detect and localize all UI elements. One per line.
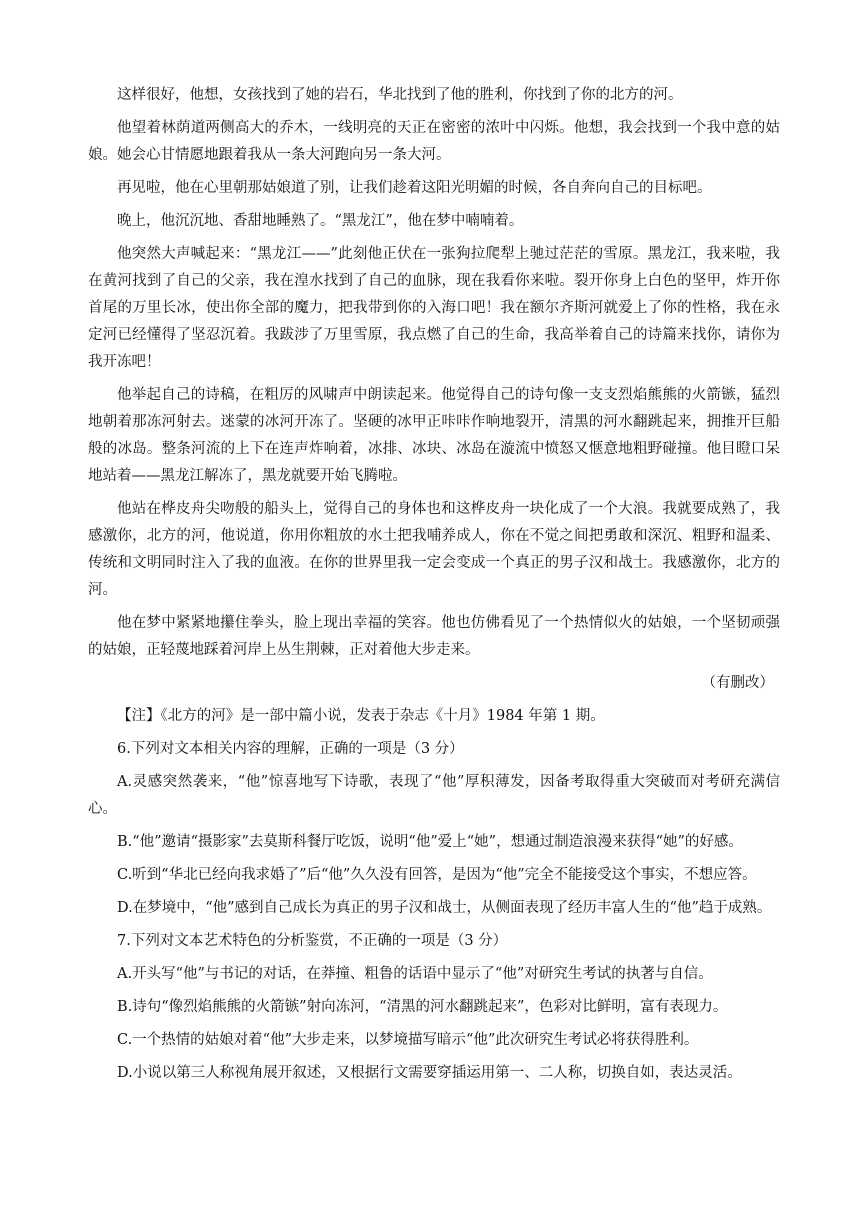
source-note: （有删改） [701,675,774,691]
story-paragraph-7: 他站在桦皮舟尖吻般的船头上，觉得自己的身体也和这桦皮舟一块化成了一个大浪。我就要成熟了，我感激你，北方的河，他说道，你用你粗放的水土把我哺养成人，你在不觉之间把勇敢和深沉、粗野和温柔、传统和文明同时注入了我的血液。在你的世界里我一定会变成一个真正的男子汉和战士。我感激你，北方的河。 [88,501,780,598]
story-paragraph-3: 再见啦，他在心里朝那姑娘道了别，让我们趁着这阳光明媚的时候，各自奔向自己的目标吧。 [117,180,712,196]
question-6-option-b: B.“他”邀请“摄影家”去莫斯科餐厅吃饭，说明“他”爱上“她”，想通过制造浪漫来获得“她”的好感。 [117,834,743,850]
story-paragraph-5: 他突然大声喊起来：“黑龙江——”此刻他正伏在一张狗拉爬犁上驰过茫茫的雪原。黑龙江，我来啦，我在黄河找到了自己的父亲，我在湟水找到了自己的血脉，现在我看你来啦。裂开你身上白色的坚甲，炸开你首尾的万里长冰，使出你全部的魔力，把我带到你的入海口吧！我在额尔齐斯河就爱上了你的性格，我在永定河已经懂得了坚忍沉着。我跋涉了万里雪原，我点燃了自己的生命，我高举着自己的诗篇来找你，请你为我开冻吧！ [88,246,780,370]
story-paragraph-2: 他望着林荫道两侧高大的乔木，一线明亮的天正在密密的浓叶中闪烁。他想，我会找到一个我中意的姑娘。她会心甘情愿地跟着我从一条大河跑向另一条大河。 [88,120,780,163]
question-6-option-c: C.听到“华北已经向我求婚了”后“他”久久没有回答，是因为“他”完全不能接受这个事实，不想应答。 [117,867,757,883]
story-paragraph-6: 他举起自己的诗稿，在粗厉的风啸声中朗读起来。他觉得自己的诗句像一支支烈焰熊熊的火箭镞，猛烈地朝着那冻河射去。迷蒙的冰河开冻了。坚硬的冰甲正咔咔作响地裂开，清黑的河水翻跳起来，拥推开巨船般的冰岛。整条河流的上下在连声炸响着，冰排、冰块、冰岛在漩流中愤怒又惬意地粗野碰撞。他目瞪口呆地站着——黑龙江解冻了，黑龙就要开始飞腾啦。 [88,387,780,484]
question-6-option-a: A.灵感突然袭来，“他”惊喜地写下诗歌，表现了“他”厚积薄发，因备考取得重大突破而对考研充满信心。 [88,774,780,817]
story-paragraph-1: 这样很好，他想，女孩找到了她的岩石，华北找到了他的胜利，你找到了你的北方的河。 [117,87,683,103]
story-paragraph-4: 晚上，他沉沉地、香甜地睡熟了。“黑龙江”，他在梦中喃喃着。 [117,213,524,229]
story-paragraph-8: 他在梦中紧紧地攥住拳头，脸上现出幸福的笑容。他也仿佛看见了一个热情似火的姑娘，一个坚韧顽强的姑娘，正轻蔑地踩着河岸上丛生荆棘，正对着他大步走来。 [88,615,780,658]
question-7-option-b: B.诗句“像烈焰熊熊的火箭镞”射向冻河，“清黑的河水翻跳起来”，色彩对比鲜明，富有表现力。 [117,999,728,1015]
question-7-option-d: D.小说以第三人称视角展开叙述，又根据行文需要穿插运用第一、二人称，切换自如，表达灵活。 [117,1065,742,1081]
question-7-stem: 7.下列对文本艺术特色的分析鉴赏，不正确的一项是（3 分） [117,933,508,949]
question-6-option-d: D.在梦境中，“他”感到自己成长为真正的男子汉和战士，从侧面表现了经历丰富人生的“他”趋于成熟。 [117,900,772,916]
question-7-option-a: A.开头写“他”与书记的对话，在莽撞、粗鲁的话语中显示了“他”对研究生考试的执著与自信。 [117,966,713,982]
annotation-note: 【注】《北方的河》是一部中篇小说，发表于杂志《十月》1984 年第 1 期。 [117,708,605,724]
document-body [88,82,780,1093]
question-6-stem: 6.下列对文本相关内容的理解，正确的一项是（3 分） [117,741,464,757]
question-7-option-c: C.一个热情的姑娘对着“他”大步走来，以梦境描写暗示“他”此次研究生考试必将获得胜利。 [117,1032,699,1048]
